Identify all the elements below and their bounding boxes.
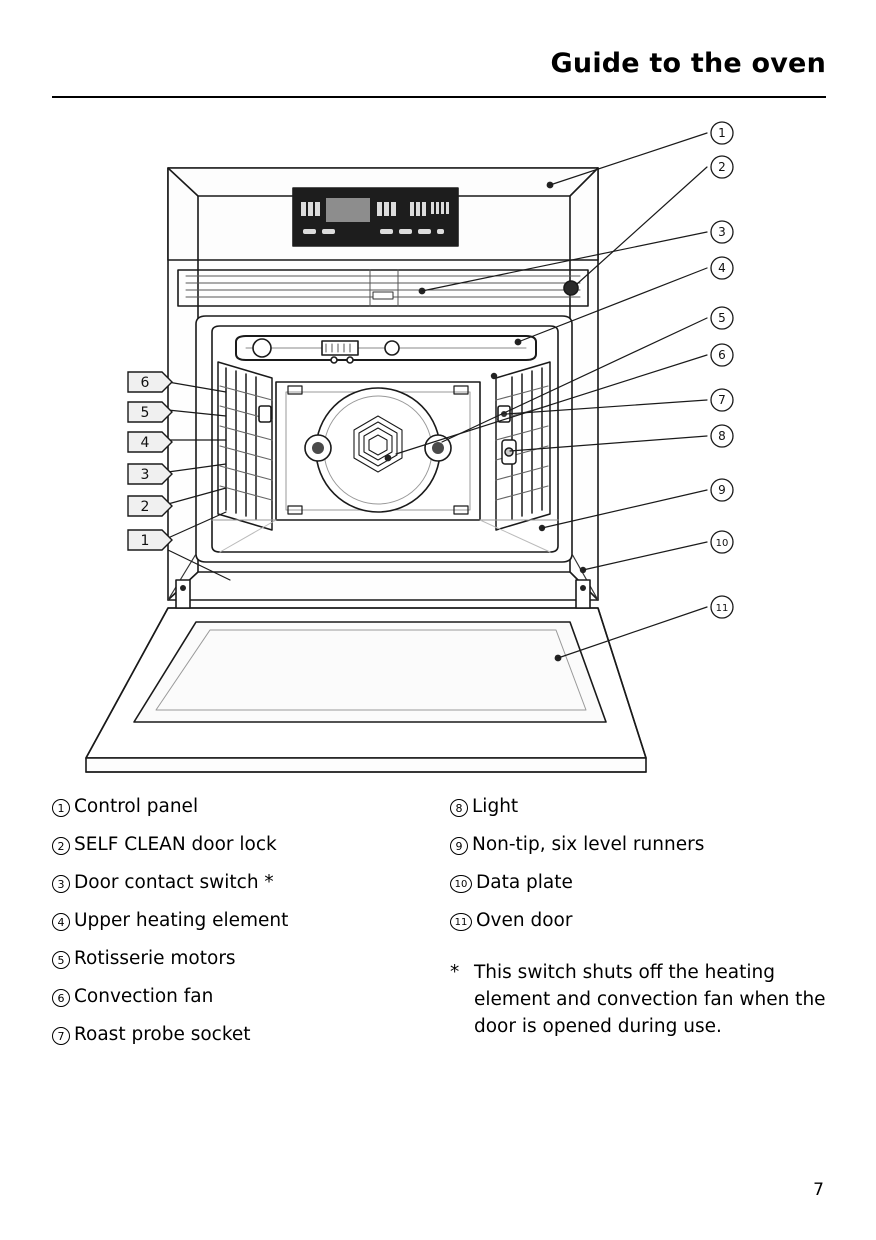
svg-text:3: 3 [140,467,150,483]
legend-item [52,985,442,1009]
legend-label: Roast probe socket [74,1024,251,1045]
footnote-marker: * [450,962,460,983]
legend-column-right [450,795,842,1040]
legend-number-icon: 7 [52,1027,70,1045]
svg-text:4: 4 [718,261,726,275]
svg-text:7: 7 [718,393,726,407]
svg-text:4: 4 [140,435,150,451]
legend-number-icon: 6 [52,989,70,1007]
legend-item [450,833,842,857]
svg-text:5: 5 [718,311,726,325]
legend-label: SELF CLEAN door lock [74,834,277,855]
svg-text:5: 5 [140,405,150,421]
legend-item [52,871,442,895]
legend-label: Convection fan [74,986,214,1007]
svg-text:1: 1 [140,533,150,549]
svg-text:2: 2 [718,160,726,174]
legend-label: Upper heating element [74,910,289,931]
legend-number-icon: 4 [52,913,70,931]
legend-number-icon: 8 [450,799,468,817]
svg-text:3: 3 [718,225,726,239]
footnote-text: This switch shuts off the heating element and convection fan when the door is opened during use. [474,962,826,1037]
svg-text:11: 11 [715,603,729,614]
svg-text:6: 6 [140,375,150,391]
footnote [450,959,842,1040]
legend-item [450,795,842,819]
legend-label: Rotisserie motors [74,948,236,969]
legend-item [52,833,442,857]
legend-number-icon: 3 [52,875,70,893]
oven-diagram [50,110,830,790]
legend-number-icon: 2 [52,837,70,855]
legend-item [52,947,442,971]
title-divider [52,96,826,98]
svg-text:6: 6 [718,348,726,362]
legend-label: Data plate [476,872,573,893]
legend-number-icon: 9 [450,837,468,855]
legend-item [52,795,442,819]
legend-number-icon: 11 [450,913,472,931]
legend-label: Door contact switch * [74,872,274,893]
svg-text:10: 10 [715,538,729,549]
svg-text:8: 8 [718,429,726,443]
legend-label: Light [472,796,519,817]
legend-column-left [52,795,442,1061]
legend-number-icon: 1 [52,799,70,817]
legend-label: Oven door [476,910,573,931]
svg-text:9: 9 [718,483,726,497]
page-number: 7 [813,1180,824,1200]
svg-text:2: 2 [140,499,150,515]
legend-item [450,909,842,933]
page-title: Guide to the oven [550,48,826,79]
legend-item [450,871,842,895]
legend-label: Control panel [74,796,199,817]
svg-text:1: 1 [718,126,726,140]
legend-number-icon: 10 [450,875,472,893]
legend-item [52,1023,442,1047]
legend-label: Non-tip, six level runners [472,834,705,855]
legend-number-icon: 5 [52,951,70,969]
legend-item [52,909,442,933]
